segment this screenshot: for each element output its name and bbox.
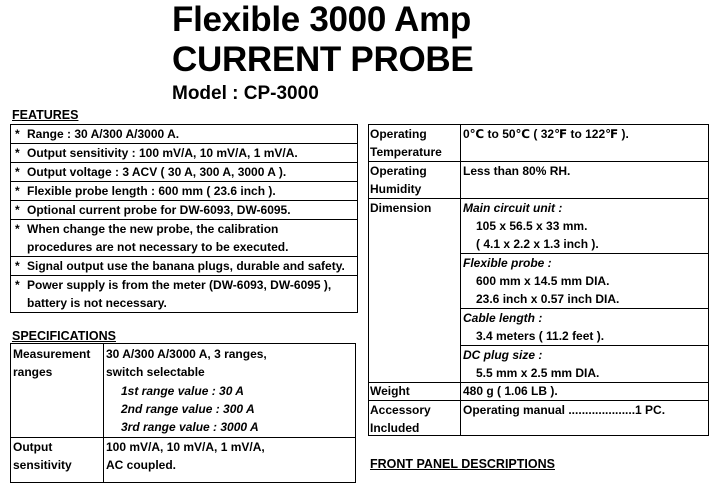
feature-line: battery is not necessary. xyxy=(27,296,167,310)
bullet-star: * xyxy=(15,146,20,160)
feature-item xyxy=(11,219,357,256)
feature-line: procedures are not necessary to be executed. xyxy=(27,240,289,254)
output-value-2: AC coupled. xyxy=(106,458,177,472)
output-label: Output xyxy=(13,440,53,454)
measurement-value-2: switch selectable xyxy=(106,365,205,379)
feature-item xyxy=(11,143,357,162)
measurement-label: Measurement xyxy=(13,347,91,361)
feature-line: Power supply is from the meter (DW-6093, DW-6095 ), xyxy=(27,278,332,292)
weight-value: 480 g ( 1.06 LB ). xyxy=(463,384,558,398)
main-unit-inch: ( 4.1 x 2.2 x 1.3 inch ). xyxy=(476,237,599,251)
main-unit-label: Main circuit unit : xyxy=(463,201,563,215)
feature-line: Signal output use the banana plugs, durable and safety. xyxy=(27,259,345,273)
dimension-label: Dimension xyxy=(370,201,432,215)
feature-line: Range : 30 A/300 A/3000 A. xyxy=(27,127,180,141)
feature-item xyxy=(11,256,357,275)
probe-mm: 600 mm x 14.5 mm DIA. xyxy=(476,274,610,288)
plug-size: 5.5 mm x 2.5 mm DIA. xyxy=(476,366,600,380)
measurement-label-2: ranges xyxy=(13,365,53,379)
feature-item xyxy=(11,275,357,312)
op-humidity-label: Operating xyxy=(370,164,427,178)
feature-line: Flexible probe length : 600 mm ( 23.6 inch ). xyxy=(27,184,276,198)
model-number: Model : CP-3000 xyxy=(172,83,319,104)
feature-line: Output sensitivity : 100 mV/A, 10 mV/A, 1 mV/A. xyxy=(27,146,298,160)
features-table xyxy=(10,124,358,313)
op-humidity-label-2: Humidity xyxy=(370,182,422,196)
ratings-table xyxy=(368,124,709,436)
bullet-star: * xyxy=(15,222,20,236)
range-1: 1st range value : 30 A xyxy=(121,384,244,398)
specifications-heading: SPECIFICATIONS xyxy=(12,329,116,343)
bullet-star: * xyxy=(15,203,20,217)
feature-line: Optional current probe for DW-6093, DW-6095. xyxy=(27,203,291,217)
cable-label: Cable length : xyxy=(463,311,543,325)
front-panel-heading: FRONT PANEL DESCRIPTIONS xyxy=(370,457,555,471)
weight-label: Weight xyxy=(370,384,410,398)
feature-line: Output voltage : 3 ACV ( 30 A, 300 A, 3000 A ). xyxy=(27,165,287,179)
specifications-table xyxy=(10,343,356,483)
range-3: 3rd range value : 3000 A xyxy=(121,420,259,434)
measurement-value: 30 A/300 A/3000 A, 3 ranges, xyxy=(106,347,267,361)
output-value: 100 mV/A, 10 mV/A, 1 mV/A, xyxy=(106,440,265,454)
feature-line: When change the new probe, the calibration xyxy=(27,222,279,236)
bullet-star: * xyxy=(15,278,20,292)
bullet-star: * xyxy=(15,184,20,198)
bullet-star: * xyxy=(15,165,20,179)
bullet-star: * xyxy=(15,259,20,273)
feature-item xyxy=(11,125,357,143)
op-temp-value: 0℃ to 50℃ ( 32℉ to 122℉ ). xyxy=(463,127,629,141)
op-temp-label-2: Temperature xyxy=(370,145,442,159)
probe-inch: 23.6 inch x 0.57 inch DIA. xyxy=(476,292,620,306)
features-heading: FEATURES xyxy=(12,108,79,122)
op-humidity-value: Less than 80% RH. xyxy=(463,164,571,178)
probe-label: Flexible probe : xyxy=(463,256,552,270)
accessory-value: Operating manual ....................1 PC. xyxy=(463,403,666,417)
bullet-star: * xyxy=(15,127,20,141)
output-label-2: sensitivity xyxy=(13,458,72,472)
op-temp-label: Operating xyxy=(370,127,427,141)
range-2: 2nd range value : 300 A xyxy=(121,402,255,416)
feature-item xyxy=(11,181,357,200)
feature-item xyxy=(11,200,357,219)
plug-label: DC plug size : xyxy=(463,348,543,362)
feature-item xyxy=(11,162,357,181)
accessory-label-2: Included xyxy=(370,421,420,435)
page-title: Flexible 3000 Amp xyxy=(172,0,472,39)
main-unit-mm: 105 x 56.5 x 33 mm. xyxy=(476,219,588,233)
cable-length: 3.4 meters ( 11.2 feet ). xyxy=(476,329,605,343)
accessory-label: Accessory xyxy=(370,403,431,417)
page-subtitle: CURRENT PROBE xyxy=(172,40,474,79)
